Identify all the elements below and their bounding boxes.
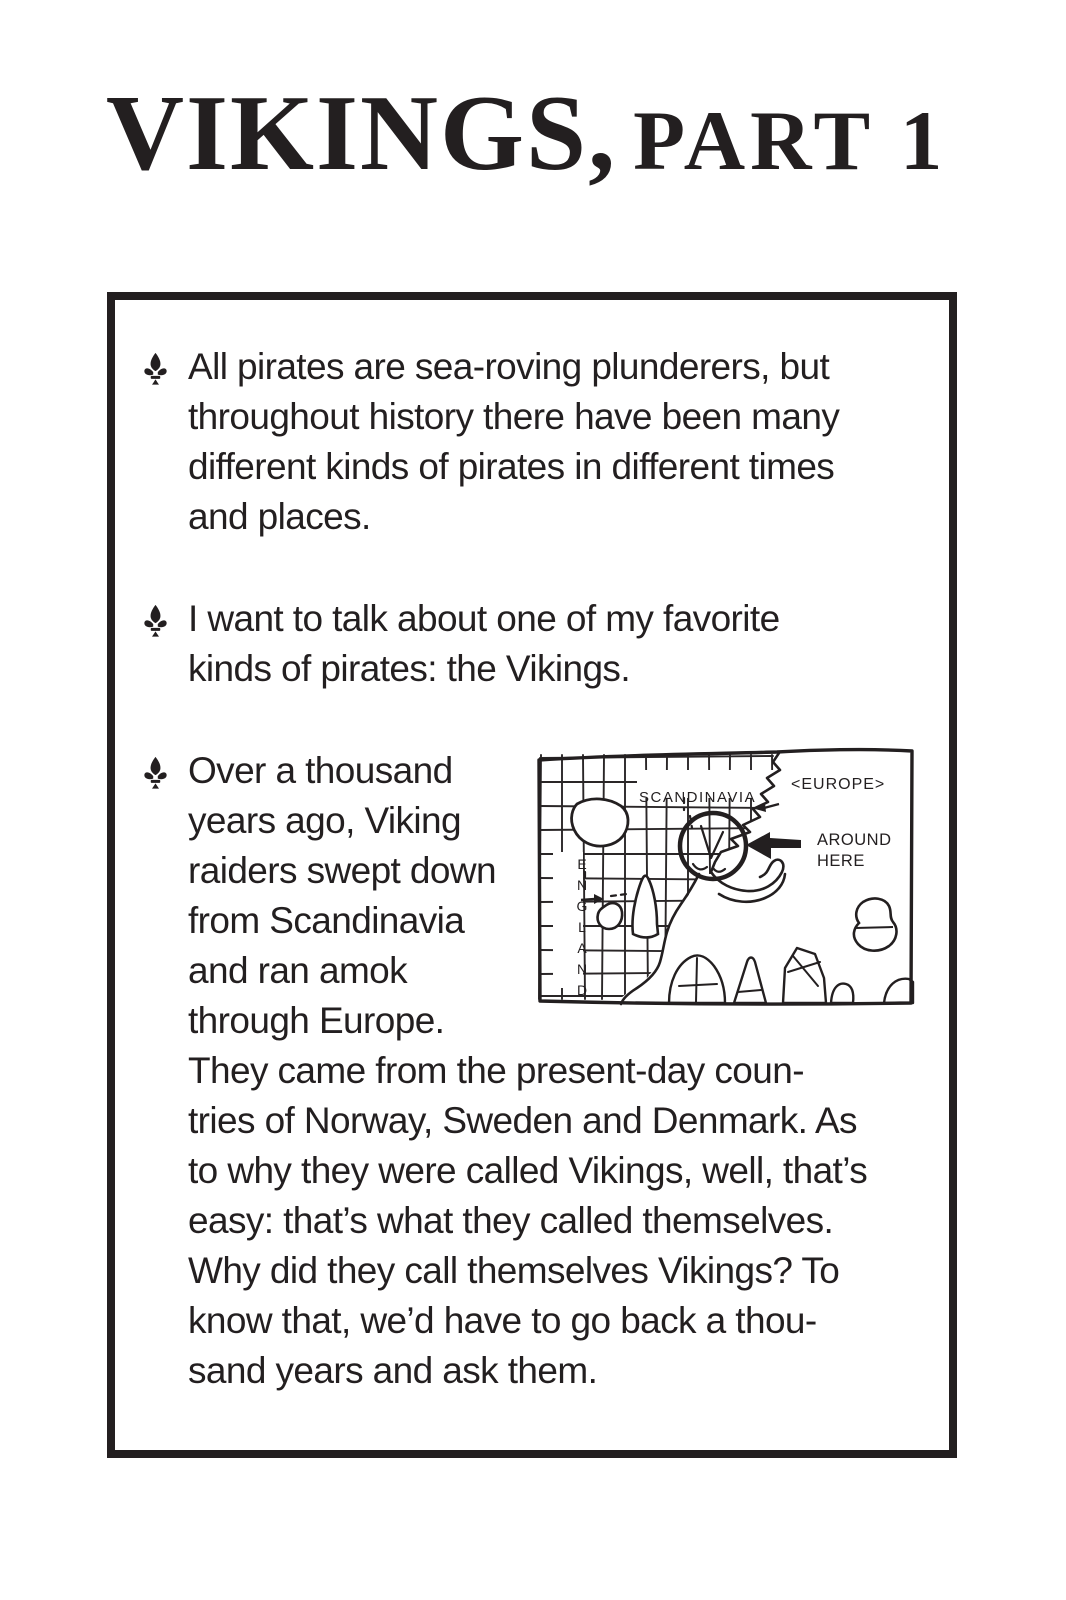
bullet-text-line: and places. <box>188 496 371 537</box>
map-label-around-here-line2: HERE <box>817 852 865 870</box>
bullet-text-line: years ago, Viking <box>188 800 461 841</box>
bullet-text-line: different kinds of pirates in different times <box>188 446 835 487</box>
bullet-text-line: Why did they call themselves Vikings? To <box>188 1250 840 1291</box>
bullet-text-line: to why they were called Vikings, well, that’s <box>188 1150 868 1191</box>
bullet-text-line: I want to talk about one of my favorite <box>188 598 780 639</box>
page-title <box>106 74 948 193</box>
bullet-text-line: from Scandinavia <box>188 900 465 941</box>
europe-map-illustration <box>533 746 917 1008</box>
bullet-item <box>141 342 909 542</box>
fleur-de-lis-bullet-icon <box>143 352 168 385</box>
bullet-text-line: through Europe. <box>188 1000 445 1041</box>
map-label-england: ENGLAND <box>574 856 590 1003</box>
bullet-text-line: Over a thousand <box>188 750 453 791</box>
bullet-text-line: kinds of pirates: the Vikings. <box>188 648 631 689</box>
bullet-text-line: easy: that’s what they called themselves. <box>188 1200 834 1241</box>
bullet-text-line: sand years and ask them. <box>188 1350 598 1391</box>
map-label-around-here <box>817 830 892 872</box>
bullet-item <box>141 746 909 1396</box>
bullet-text-line: tries of Norway, Sweden and Denmark. As <box>188 1100 857 1141</box>
fleur-de-lis-bullet-icon <box>143 756 168 789</box>
bullet-text-line: and ran amok <box>188 950 408 991</box>
bullet-text-line: know that, we’d have to go back a thou- <box>188 1300 817 1341</box>
content-box <box>107 292 957 1458</box>
bullet-text-line: throughout history there have been many <box>188 396 840 437</box>
bullet-text-line: raiders swept down <box>188 850 496 891</box>
title-part: PART 1 <box>633 94 948 188</box>
map-label-europe: <EUROPE> <box>791 776 886 793</box>
bullet-text-line: They came from the present-day coun- <box>188 1050 804 1091</box>
bullet-text-line: All pirates are sea-roving plunderers, but <box>188 346 830 387</box>
map-label-scandinavia: SCANDINAVIA <box>639 789 757 806</box>
fleur-de-lis-bullet-icon <box>143 604 168 637</box>
map-label-around-here-line1: AROUND <box>817 831 892 849</box>
bullet-item <box>141 594 909 694</box>
title-main: VIKINGS, <box>106 74 618 193</box>
